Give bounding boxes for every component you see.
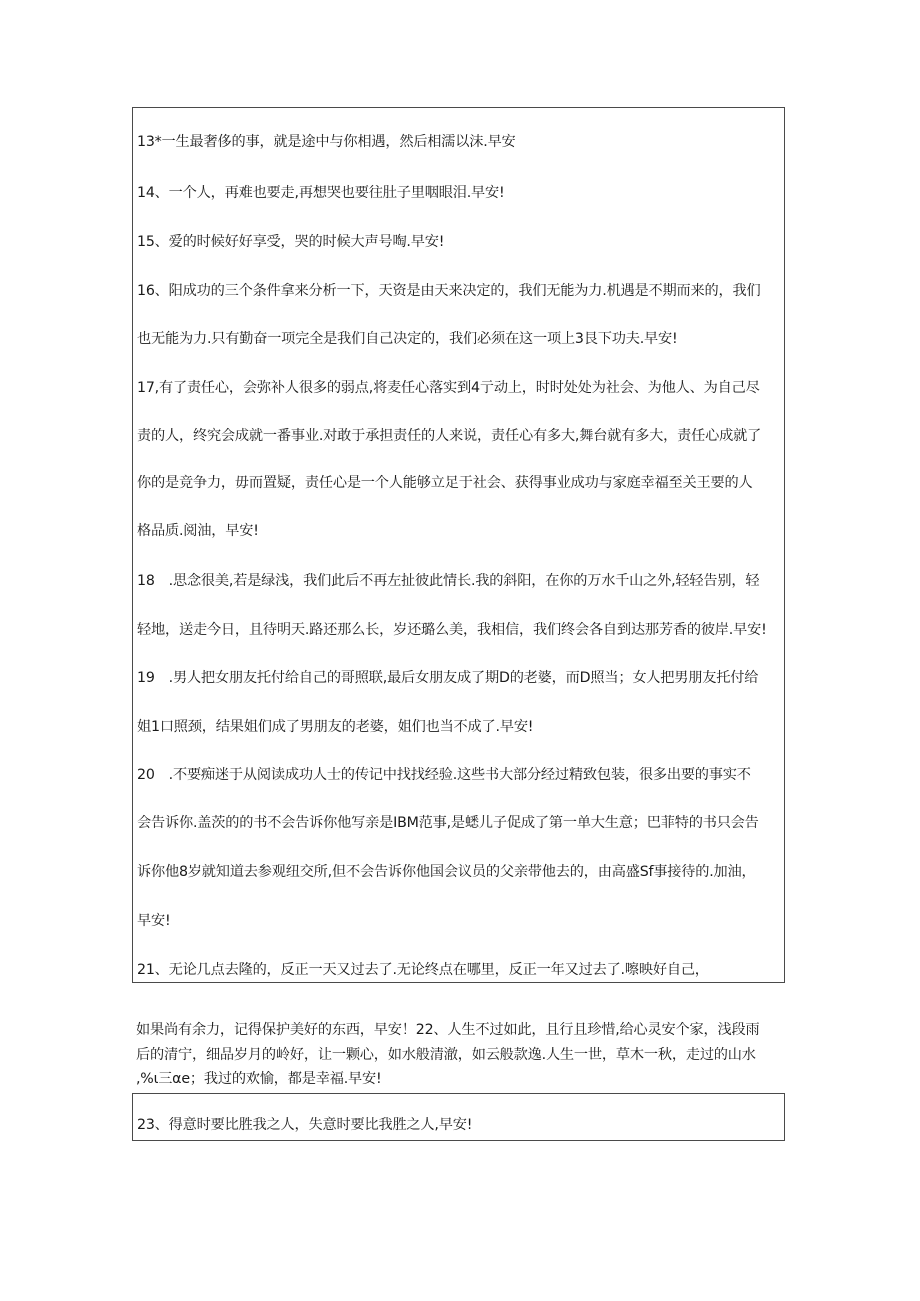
text-line: 19 .男人把女朋友托付给自己的哥照联,最后女朋友成了期D的老婆，而D照当；女人把男朋友托付给 — [137, 670, 759, 686]
text-line: 16、阳成功的三个条件拿来分析一下，天资是由天来决定的，我们无能为力.机遇是不期而来的，我们 — [137, 283, 761, 299]
text-line: 20 .不要痴迷于从阅读成功人士的传记中找找经验.这些书大部分经过精致包装，很多出要的事实不 — [137, 767, 751, 783]
text-line: 如果尚有余力，记得保护美好的东西，早安！22、人生不过如此，且行且珍惜,给心灵安个家，浅段雨 — [136, 1022, 760, 1038]
quote-23-box — [132, 1093, 785, 1141]
text-line: 会告诉你.盖茨的的书不会告诉你他写亲是IBM范事,是蟋儿子促成了第一单大生意；巴菲特的书只会告 — [137, 815, 759, 831]
text-line: 格品质.阅油，早安! — [137, 523, 259, 539]
text-line: 姐1口照颈，结果姐们成了男朋友的老婆，姐们也当不成了.早安! — [137, 719, 534, 735]
text-line: 早安! — [137, 913, 171, 929]
text-line: 你的是竞争力，毋而置疑，责任心是一个人能够立足于社会、获得事业成功与家庭幸福至关王要的人 — [137, 475, 753, 491]
text-line: 也无能为力.只有勤奋一项完全是我们自己决定的，我们必须在这一项上3艮下功夫.早安! — [137, 331, 678, 347]
text-line: 13*一生最奢侈的事，就是途中与你相遇，然后相濡以沫.早安 — [137, 134, 516, 150]
quotes-box — [132, 107, 785, 983]
text-line: 23、得意时要比胜我之人，失意时要比我胜之人,早安! — [137, 1117, 473, 1133]
text-line: 18 .思念很美,若是绿浅，我们此后不再左扯彼此情长.我的斜阳，在你的万水千山之外,轻轻告别，轻 — [137, 573, 760, 589]
text-line: 后的清宁，细品岁月的岭好，让一颗心，如水般清澈，如云般款逸.人生一世，草木一秋，走过的山水 — [136, 1047, 756, 1063]
text-line: 15、爱的时候好好享受，哭的时候大声号啕.早安! — [137, 234, 445, 250]
text-line: 诉你他8岁就知道去参观纽交所,但不会告诉你他国会议员的父亲带他去的，由高盛Sf事接待的.加油， — [137, 864, 756, 880]
text-line: 17,有了责任心，会弥补人很多的弱点,将麦任心落实到4亍动上，时时处处为社会、为他人、为自己尽 — [137, 380, 760, 396]
text-line: 责的人，终究会成就一番事业.对敢于承担责任的人来说，责任心有多大,舞台就有多大，责任心成就了 — [137, 428, 762, 444]
text-line: ,%ι三αe；我过的欢愉，都是幸福.早安! — [136, 1071, 382, 1087]
text-line: 14、一个人，再难也要走,再想哭也要往肚子里咽眼泪.早安! — [137, 185, 505, 201]
text-line: 21、无论几点去隆的，反正一天又过去了.无论终点在哪里，反正一年又过去了.嚓映好自己， — [137, 962, 709, 978]
text-line: 轻地，送走今日，且待明天.路还那么长，岁还璐么美，我相信，我们终会各自到达那芳香的彼岸.早安! — [137, 622, 767, 638]
